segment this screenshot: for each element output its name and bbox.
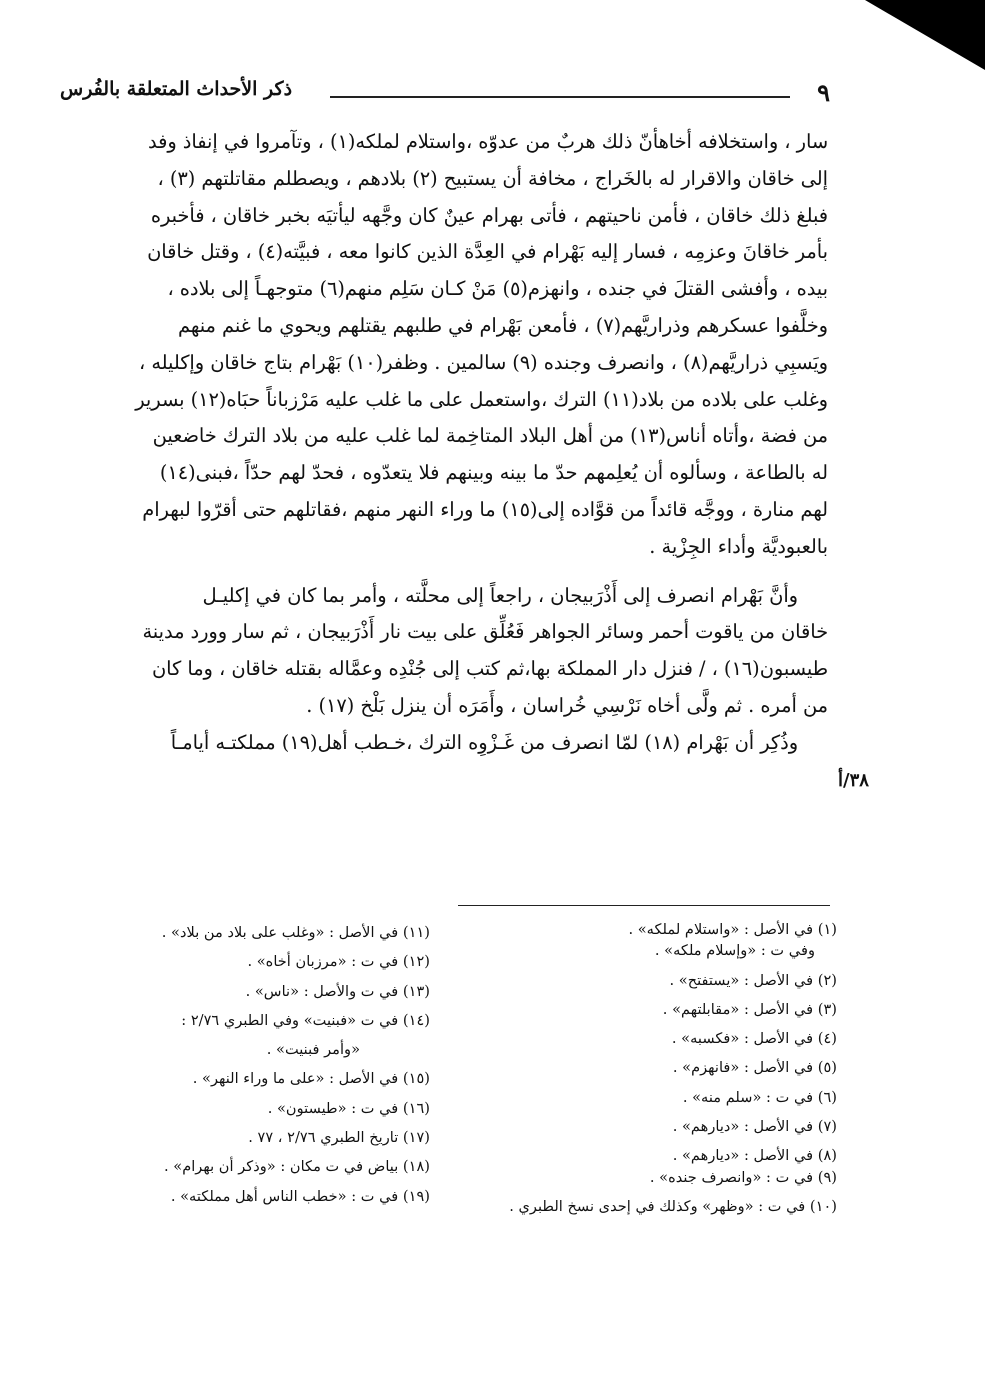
footnote: «وأمر فبنيت» .: [266, 1041, 360, 1059]
text-line: سار ، واستخلافه أخاهأنّ ذلك هربٌ من عدوّه ،واستلام لملكه(١) ، وتآمروا في إنفاذ وفد: [148, 130, 828, 153]
main-text: [78, 124, 828, 762]
text-line: وخلَّفوا عسكرهم وذراريَّهم(٧) ، فأمعن بَهْرام في طلبهم يقتلهم ويحوي ما غنم منهم: [178, 313, 828, 337]
footnote: (١٢) في ت : «مرزبان أخاه» .: [247, 953, 430, 971]
header-rule: [330, 96, 790, 98]
text-line: لهم منارة ، ووجَّه قائداً من قوَّاده إلى(١٥) ما وراء النهر منهم ،فقاتلهم حتى أقرّوا لبهرام: [142, 497, 828, 521]
footnote: (٥) في الأصل : «فانهزم» .: [672, 1059, 837, 1077]
page-corner-mark: [865, 0, 985, 70]
footnote: (٤) في الأصل : «فكسبه» .: [671, 1030, 837, 1048]
footnote: (١٤) في ت «فبنيت» وفي الطبري ٢/٧٦ :: [181, 1011, 430, 1029]
footnote: (٩) في ت : «وانصرف جنده» .: [649, 1168, 837, 1186]
text-line: له بالطاعة ، وسألوه أن يُعلِمهم حدّ ما بينه وبينهم فلا يتعدّوه ، فحدّ لهم حدّاً ،فبنى(١٤): [159, 461, 828, 485]
footnote: (١٠) في ت : «وظهر» وكذلك في إحدى نسخ الطبري .: [509, 1197, 837, 1215]
footnotes-right-column: [445, 915, 837, 1221]
text-line: وغلب على بلاده من بلاد(١١) الترك ،واستعمل على ما غلب عليه مَرْزباناً حبَاه(١٢) بسرير: [135, 387, 828, 411]
footnote: (٨) في الأصل : «ديارهم» .: [672, 1147, 837, 1165]
running-title: ذكر الأحداث المتعلقة بالفُرس: [60, 78, 293, 100]
paragraph: [78, 578, 828, 725]
footnote: (١٥) في الأصل : «على ما وراء النهر» .: [192, 1070, 430, 1088]
footnote: (١) في الأصل : «واستلام لملكه» .: [628, 921, 837, 938]
text-line: من فضة ،وأتاه أناس(١٣) من أهل البلاد المتاخِمة لما غلب عليه من بلاد الترك خاضعين: [152, 424, 828, 448]
footnotes-left-column: [80, 918, 430, 1211]
paragraph: [78, 725, 828, 762]
text-line: خاقان من ياقوت أحمر وسائر الجواهر فَعُلِّق على بيت نار أَذْرَبيجان ، ثم سار وورد مدينة: [142, 620, 828, 644]
text-line: بالعبوديَّة وأداء الجِزْية .: [649, 534, 828, 558]
text-line: طيسبون(١٦) ، / فنزل دار المملكة بها،ثم كتب إلى جُنْدِه وعمَّاله بقتله خاقان ، وما كان: [151, 657, 828, 681]
text-line: بيده ، وأفشى القتلَ في جنده ، وانهزم(٥) مَنْ كـان سَلِم منهم(٦) متوجهـاً إلى بلاده ،: [167, 277, 828, 301]
footnote: (٧) في الأصل : «ديارهم» .: [672, 1118, 837, 1136]
paragraph: [78, 124, 828, 566]
footnote: (١٧) تاريخ الطبري ٢/٧٦ ، ٧٧ .: [248, 1129, 430, 1147]
page-number: ٩: [817, 78, 830, 107]
folio-marker: ٣٨/أ: [838, 770, 869, 791]
footnote-separator: [458, 905, 830, 906]
footnote: (١١) في الأصل : «وغلب على بلاد من بلاد» .: [161, 924, 430, 941]
text-line: ويَسبِي ذراريَّهم(٨) ، وانصرف وجنده (٩) سالمين . وظفر(١٠) بَهْرام بتاج خاقان وإكليله ،: [138, 350, 828, 374]
footnote: (٢) في الأصل : «يستفتح» .: [669, 971, 837, 989]
text-line: فبلغ ذلك خاقان ، فأمن ناحيتهم ، فأتى بهرام عينٌ كان وجَّهه ليأتيَه بخبر خاقان ، فأخبره: [150, 203, 828, 227]
text-line: وأنَّ بَهْرام انصرف إلى أَذْرَبيجان ، راجعاً إلى محلَّته ، وأمر بما كان في إكليـل: [202, 583, 798, 607]
footnote: (٣) في الأصل : «مقابلتهم» .: [662, 1000, 837, 1018]
text-line: إلى خاقان والاقرار له بالخَراج ، مخافة أن يستبيح (٢) بلادهم ، ويصطلم مقاتلتهم (٣) ،: [157, 166, 828, 190]
footnote: (١٩) في ت : «خطب الناس أهل مملكته» .: [170, 1187, 430, 1205]
footnote: (١٨) بياض في ت مكان : «وذكر أن بهرام» .: [164, 1158, 430, 1176]
footnote: (٦) في ت : «سلم منه» .: [682, 1088, 837, 1106]
text-line: وذُكِر أن بَهْرام (١٨) لمّا انصرف من غَـزْوِه الترك ،خـطب أهل(١٩) مملكتـه أيامـاً: [170, 730, 798, 754]
footnote: (١٣) في ت والأصل : «ناس» .: [245, 982, 430, 1000]
text-line: من أمره . ثم ولَّى أخاه نَرْسِي خُراسان ، وأَمَرَه أن ينزل بَلْخ (١٧) .: [306, 693, 828, 717]
page-header: [60, 78, 830, 110]
text-line: بأمر خاقانَ وعزمِه ، فسار إليه بَهْرام في العِدَّة الذين كانوا معه ، فبيَّته(٤) ، وقتل خاقان: [147, 240, 828, 264]
footnote: وفي ت : «وإسلام ملكه» .: [654, 942, 815, 960]
footnote: (١٦) في ت : «طيستون» .: [267, 1099, 430, 1117]
